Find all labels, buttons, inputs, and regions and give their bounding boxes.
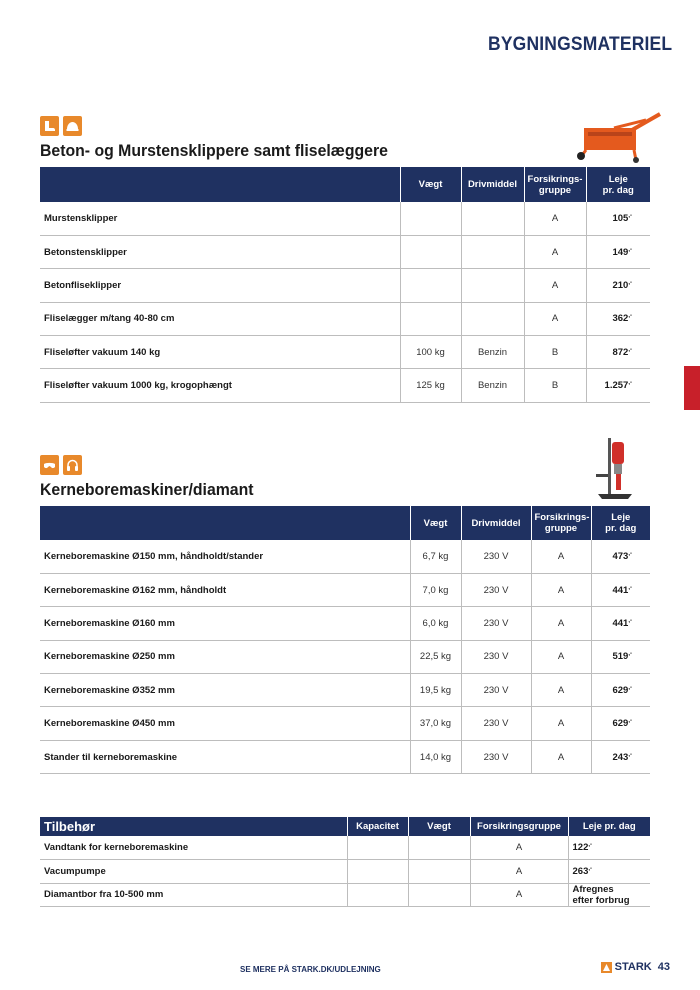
- table-row: [40, 302, 650, 335]
- price-cell: [586, 202, 650, 235]
- col-rent-per-day: Leje pr. dag: [568, 817, 650, 836]
- insurance-group-cell: A: [524, 235, 586, 268]
- price-cell: [591, 640, 650, 673]
- col-rent-per-day: Leje pr. dag: [586, 167, 650, 202]
- weight-cell: [400, 202, 461, 235]
- table-row: [40, 336, 650, 369]
- price-suffix: ,-: [628, 279, 632, 286]
- brick-cutter-image: [574, 106, 664, 166]
- table-row: [40, 202, 650, 235]
- page-header: BYGNINGSMATERIEL: [487, 34, 672, 55]
- insurance-group-cell: B: [524, 336, 586, 369]
- table-row: [40, 540, 650, 573]
- price-value: 473: [612, 550, 629, 562]
- price-value: Afregnes efter forbrug: [572, 883, 630, 906]
- product-name: Kerneboremaskine Ø160 mm: [40, 607, 410, 640]
- price-cell: [586, 269, 650, 302]
- table-row: [40, 707, 650, 740]
- stone-cutters-table: [40, 167, 650, 403]
- section-stone-cutters: [40, 116, 650, 161]
- stark-logo-icon: [601, 962, 612, 973]
- brand-name: STARK: [614, 961, 652, 973]
- insurance-group-cell: A: [524, 202, 586, 235]
- safety-boots-icon: [40, 116, 59, 136]
- price-suffix: ,-: [588, 842, 593, 848]
- col-accessories: Tilbehør: [40, 817, 347, 836]
- insurance-group-cell: A: [470, 836, 568, 860]
- table-row: [40, 607, 650, 640]
- price-suffix: ,-: [628, 346, 632, 353]
- price-value: 122: [572, 842, 589, 853]
- weight-cell: 7,0 kg: [410, 573, 461, 606]
- price-value: 263: [572, 865, 589, 877]
- price-value: 441: [612, 617, 629, 629]
- insurance-group-cell: B: [524, 369, 586, 402]
- safety-icons: [40, 116, 650, 136]
- price-suffix: ,-: [628, 651, 632, 658]
- price-value: 629: [612, 684, 629, 696]
- product-name: Murstensklipper: [40, 202, 400, 235]
- safety-goggles-icon: [40, 455, 59, 475]
- price-cell: [591, 740, 650, 773]
- table-row: [40, 674, 650, 707]
- insurance-group-cell: A: [531, 707, 591, 740]
- table-row: [40, 269, 650, 302]
- price-cell: [568, 883, 650, 907]
- insurance-group-cell: A: [524, 269, 586, 302]
- product-name: Betonstensklipper: [40, 235, 400, 268]
- col-product: [40, 506, 410, 540]
- price-cell: [568, 836, 650, 860]
- price-suffix: ,-: [628, 212, 632, 219]
- insurance-group-cell: A: [531, 607, 591, 640]
- product-name: Kerneboremaskine Ø450 mm: [40, 707, 410, 740]
- page-number: 43: [657, 961, 670, 973]
- product-name: Fliseløfter vakuum 1000 kg, krogophængt: [40, 369, 400, 402]
- price-suffix: ,-: [628, 718, 632, 725]
- price-suffix: ,-: [628, 751, 632, 758]
- footer-link[interactable]: SE MERE PÅ STARK.DK/UDLEJNING: [240, 965, 381, 974]
- col-weight: Vægt: [400, 167, 461, 202]
- weight-cell: 6,0 kg: [410, 607, 461, 640]
- fuel-cell: Benzin: [461, 369, 524, 402]
- price-suffix: ,-: [628, 246, 632, 253]
- price-suffix: ,-: [628, 313, 632, 320]
- product-name: Stander til kerneboremaskine: [40, 740, 410, 773]
- insurance-group-cell: A: [470, 860, 568, 884]
- col-insurance-group: Forsikrings- gruppe: [531, 506, 591, 540]
- weight-cell: [408, 883, 470, 907]
- product-name: Fliseløfter vakuum 140 kg: [40, 336, 400, 369]
- weight-cell: [408, 860, 470, 884]
- core-drill-image: [590, 434, 640, 502]
- fuel-cell: 230 V: [461, 740, 531, 773]
- fuel-cell: [461, 302, 524, 335]
- fuel-cell: [461, 235, 524, 268]
- table-header-row: [40, 506, 650, 540]
- core-drills-table: [40, 506, 650, 774]
- col-product: [40, 167, 400, 202]
- weight-cell: [400, 235, 461, 268]
- fuel-cell: Benzin: [461, 336, 524, 369]
- capacity-cell: [347, 860, 408, 884]
- col-weight: Vægt: [408, 817, 470, 836]
- table-row: [40, 235, 650, 268]
- insurance-group-cell: A: [470, 883, 568, 907]
- weight-cell: 125 kg: [400, 369, 461, 402]
- price-value: 210: [612, 279, 629, 291]
- fuel-cell: 230 V: [461, 573, 531, 606]
- price-cell: [591, 540, 650, 573]
- product-name: Kerneboremaskine Ø162 mm, håndholdt: [40, 573, 410, 606]
- ear-protection-icon: [63, 455, 82, 475]
- price-suffix: ,-: [628, 550, 632, 557]
- section-core-drills: [40, 455, 650, 500]
- insurance-group-cell: A: [531, 674, 591, 707]
- price-value: 105: [612, 212, 629, 224]
- footer-brand: [601, 961, 670, 973]
- capacity-cell: [347, 883, 408, 907]
- insurance-group-cell: A: [531, 740, 591, 773]
- insurance-group-cell: A: [531, 573, 591, 606]
- table-row: [40, 640, 650, 673]
- fuel-cell: 230 V: [461, 607, 531, 640]
- table-row: [40, 740, 650, 773]
- capacity-cell: [347, 836, 408, 860]
- product-name: Fliselægger m/tang 40-80 cm: [40, 302, 400, 335]
- accessories-table: [40, 817, 650, 907]
- price-suffix: ,-: [628, 380, 632, 387]
- table-row: [40, 573, 650, 606]
- product-name: Betonfliseklipper: [40, 269, 400, 302]
- weight-cell: [400, 302, 461, 335]
- price-suffix: ,-: [628, 617, 632, 624]
- table-row: [40, 836, 650, 860]
- price-value: 149: [612, 246, 629, 258]
- col-rent-per-day: Leje pr. dag: [591, 506, 650, 540]
- table-header-row: [40, 817, 650, 836]
- safety-icons: [40, 455, 650, 475]
- fuel-cell: 230 V: [461, 707, 531, 740]
- section-title: Kerneboremaskiner/diamant: [40, 480, 254, 499]
- col-insurance-group: Forsikrings- gruppe: [524, 167, 586, 202]
- price-cell: [586, 235, 650, 268]
- insurance-group-cell: A: [531, 540, 591, 573]
- price-value: 872: [612, 346, 629, 358]
- price-value: 1.257: [604, 380, 629, 392]
- price-cell: [591, 573, 650, 606]
- accessory-name: Vandtank for kerneboremaskine: [40, 836, 347, 860]
- col-weight: Vægt: [410, 506, 461, 540]
- price-value: 243: [612, 751, 629, 763]
- price-suffix: ,-: [628, 584, 632, 591]
- fuel-cell: [461, 202, 524, 235]
- fuel-cell: 230 V: [461, 640, 531, 673]
- product-name: Kerneboremaskine Ø352 mm: [40, 674, 410, 707]
- table-header-row: [40, 167, 650, 202]
- price-cell: [586, 336, 650, 369]
- price-suffix: ,-: [588, 865, 593, 872]
- weight-cell: 100 kg: [400, 336, 461, 369]
- table-row: [40, 860, 650, 884]
- col-fuel: Drivmiddel: [461, 167, 524, 202]
- weight-cell: [408, 836, 470, 860]
- section-tab-marker: [684, 366, 700, 410]
- weight-cell: 6,7 kg: [410, 540, 461, 573]
- section-title: Beton- og Murstensklippere samt fliselæggere: [40, 141, 388, 160]
- price-cell: [568, 860, 650, 884]
- price-cell: [591, 707, 650, 740]
- insurance-group-cell: A: [524, 302, 586, 335]
- price-value: 519: [612, 651, 629, 663]
- price-cell: [591, 607, 650, 640]
- accessory-name: Diamantbor fra 10-500 mm: [40, 883, 347, 907]
- col-capacity: Kapacitet: [347, 817, 408, 836]
- price-value: 441: [612, 584, 629, 596]
- safety-helmet-icon: [63, 116, 82, 136]
- weight-cell: 19,5 kg: [410, 674, 461, 707]
- accessory-name: Vacumpumpe: [40, 860, 347, 884]
- price-value: 362: [612, 313, 629, 325]
- col-insurance-group: Forsikringsgruppe: [470, 817, 568, 836]
- price-cell: [591, 674, 650, 707]
- insurance-group-cell: A: [531, 640, 591, 673]
- price-cell: [586, 369, 650, 402]
- fuel-cell: 230 V: [461, 674, 531, 707]
- weight-cell: [400, 269, 461, 302]
- product-name: Kerneboremaskine Ø150 mm, håndholdt/stander: [40, 540, 410, 573]
- price-suffix: ,-: [628, 684, 632, 691]
- weight-cell: 14,0 kg: [410, 740, 461, 773]
- table-row: [40, 883, 650, 907]
- weight-cell: 22,5 kg: [410, 640, 461, 673]
- col-fuel: Drivmiddel: [461, 506, 531, 540]
- fuel-cell: 230 V: [461, 540, 531, 573]
- product-name: Kerneboremaskine Ø250 mm: [40, 640, 410, 673]
- fuel-cell: [461, 269, 524, 302]
- price-value: 629: [612, 718, 629, 730]
- weight-cell: 37,0 kg: [410, 707, 461, 740]
- table-row: [40, 369, 650, 402]
- price-cell: [586, 302, 650, 335]
